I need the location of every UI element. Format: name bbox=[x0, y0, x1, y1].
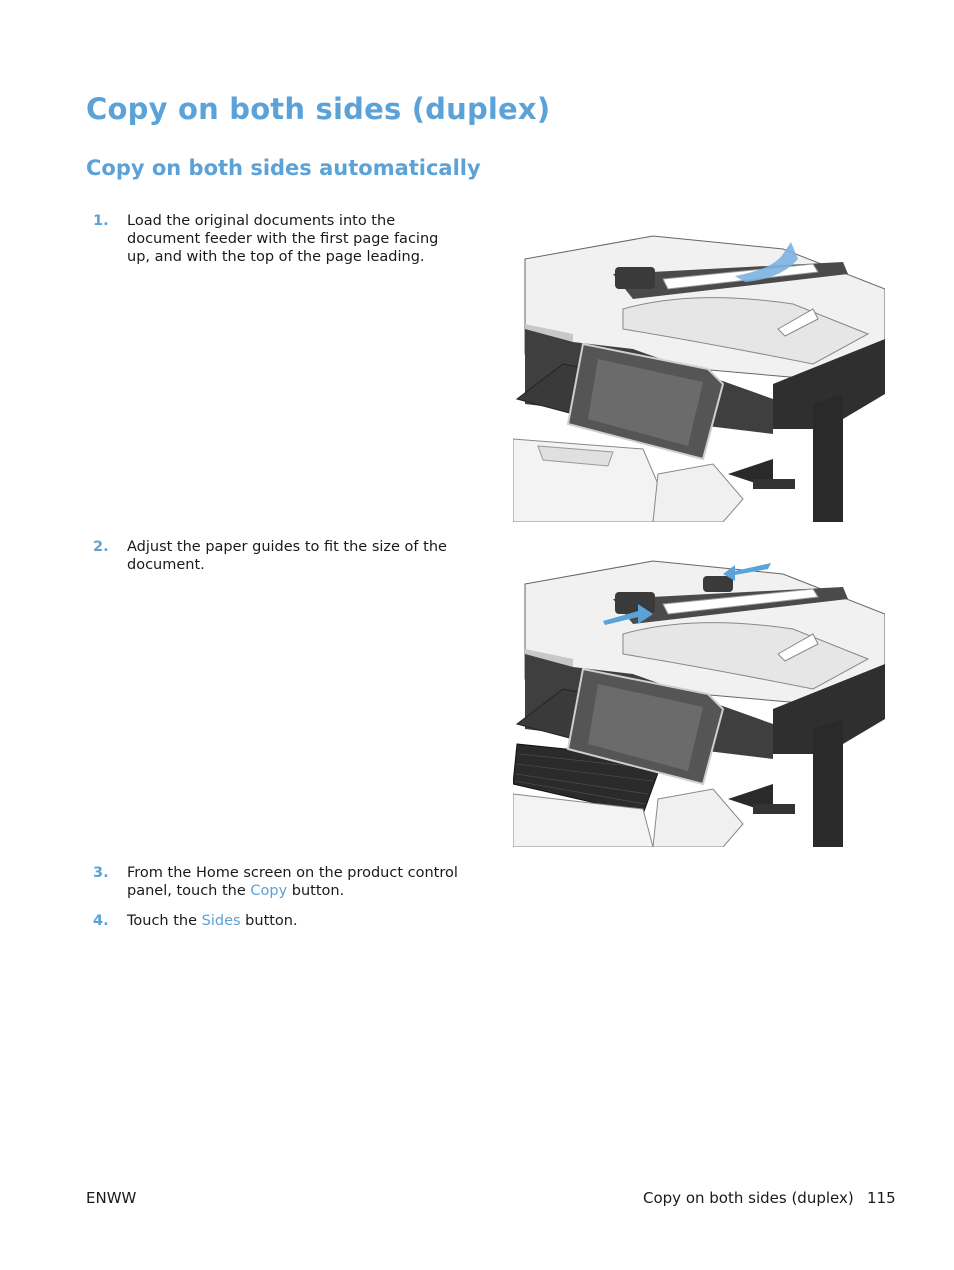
step-text bbox=[127, 912, 463, 930]
step-number: 1. bbox=[93, 213, 109, 229]
page-title: Copy on both sides (duplex) bbox=[86, 92, 551, 126]
step-text: Load the original documents into the document feeder with the first page facing up, and with the top of the page leading. bbox=[127, 213, 439, 265]
step-3 bbox=[93, 864, 463, 900]
step-4 bbox=[93, 912, 463, 930]
step-number: 2. bbox=[93, 539, 109, 555]
step-text: Adjust the paper guides to fit the size of the document. bbox=[127, 539, 447, 573]
printer-loading-document-feeder-image bbox=[513, 234, 885, 522]
footer-section-title: Copy on both sides (duplex) bbox=[643, 1189, 854, 1207]
step-number: 3. bbox=[93, 865, 109, 881]
footer-left-label: ENWW bbox=[86, 1189, 137, 1207]
footer-page-number: 115 bbox=[867, 1189, 896, 1207]
printer-adjusting-paper-guides-image bbox=[513, 559, 885, 847]
step-1 bbox=[93, 212, 463, 266]
step-text bbox=[127, 864, 463, 900]
step-text-before: From the Home screen on the product control panel, touch the bbox=[127, 865, 458, 899]
step-text-after: button. bbox=[240, 913, 298, 929]
sides-button-reference: Sides bbox=[201, 913, 241, 929]
step-2 bbox=[93, 538, 463, 574]
step-text-after: button. bbox=[287, 883, 345, 899]
copy-button-reference: Copy bbox=[250, 883, 288, 899]
section-title: Copy on both sides automatically bbox=[86, 156, 481, 180]
step-number: 4. bbox=[93, 913, 109, 929]
step-text-before: Touch the bbox=[127, 913, 202, 929]
